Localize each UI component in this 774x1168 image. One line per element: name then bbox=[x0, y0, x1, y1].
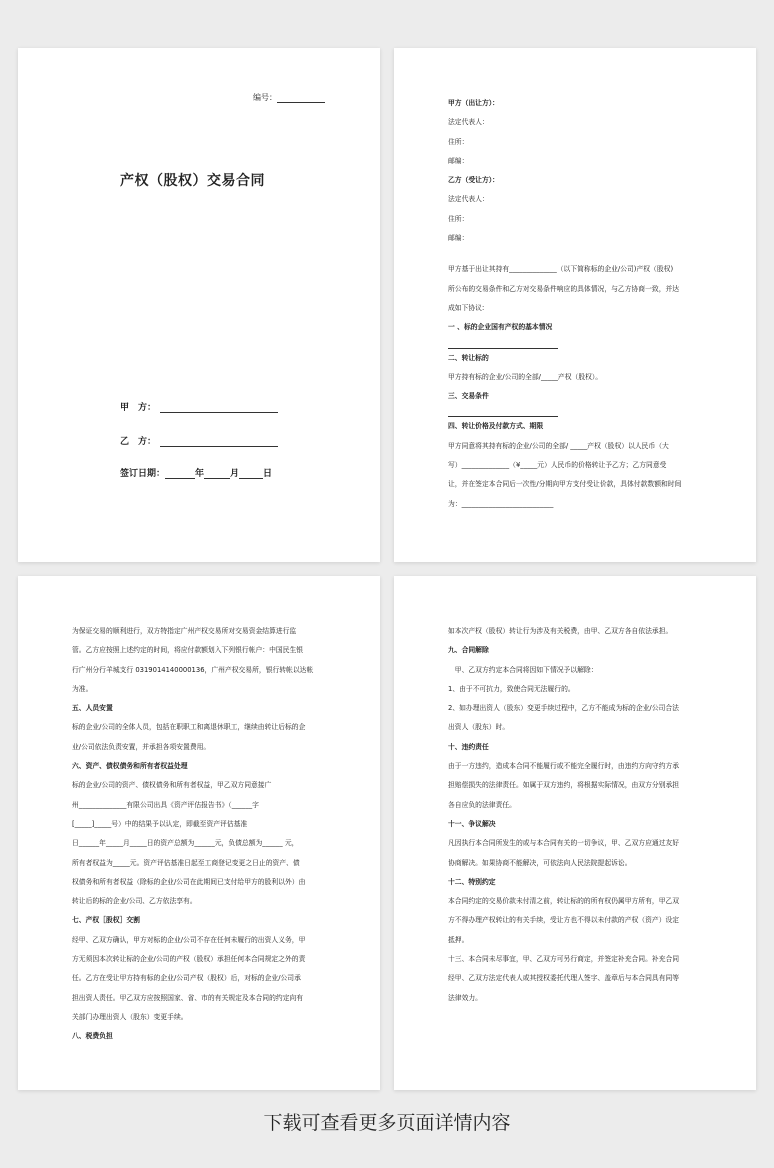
body-line: 甲方同意将其持有标的企业/公司的全部/ _____产权（股权）以人民币（大 bbox=[448, 441, 669, 450]
body-line: 各自应负的法律责任。 bbox=[448, 800, 516, 809]
page-2-body bbox=[448, 94, 706, 514]
body-line: 标的企业/公司的资产、债权债务和所有者权益，甲乙双方同意接广 bbox=[72, 781, 272, 790]
sign-date-label: 签订日期： bbox=[120, 469, 166, 479]
day-label: 日 bbox=[263, 469, 273, 479]
party-a-line bbox=[120, 400, 278, 413]
section-heading: 甲方（出让方）： bbox=[448, 99, 499, 107]
body-line: 经甲、乙双方法定代表人或其授权委托代理人签字、盖章后与本合同具有同等 bbox=[448, 974, 680, 983]
section-heading: 一 、标的企业国有产权的基本情况 bbox=[448, 323, 553, 332]
section-heading: 七、产权［股权］交割 bbox=[72, 916, 140, 925]
body-line: 担赔偿损失的法律责任。如属于双方违约，将根据实际情况，由双方分别承担 bbox=[448, 781, 680, 790]
body-line: 2、如办理出资人（股东）变更手续过程中，乙方不能成为标的企业/公司合法 bbox=[448, 704, 679, 713]
body-line: 州______________有限公司出具《资产评估报告书》（______字 bbox=[72, 800, 259, 809]
section-heading: 六、资产、债权债务和所有者权益处理 bbox=[72, 762, 188, 771]
body-line: 出资人（股东）时。 bbox=[448, 723, 510, 732]
party-b-blank bbox=[160, 436, 278, 447]
body-line: 住所： bbox=[448, 214, 469, 223]
section-heading: 十二、特别约定 bbox=[448, 877, 496, 886]
body-line: 经甲、乙双方确认，甲方对标的企业/公司不存在任何未履行的出资人义务，甲 bbox=[72, 935, 306, 944]
body-line: 标的企业/公司的全体人员，包括在职职工和离退休职工，继续由转让后标的企 bbox=[72, 723, 306, 732]
day-blank bbox=[239, 468, 263, 479]
body-line: 协商解决。如果协商不能解决，可依法向人民法院提起诉讼。 bbox=[448, 858, 632, 867]
contract-number bbox=[253, 92, 325, 103]
month-blank bbox=[204, 468, 230, 479]
body-line: 写）______________（¥_____元）人民币的价格转让予乙方；乙方同意受 bbox=[448, 461, 667, 470]
body-line: 所公布的交易条件和乙方对交易条件响应的具体情况，与乙方协商一致，并达 bbox=[448, 284, 680, 293]
body-line: 所有者权益为_____元。资产评估基准日起至工商登记变更之日止的资产、债 bbox=[72, 858, 300, 867]
body-line: 日______年_____月_____日的资产总额为______元，负债总额为______ 元， bbox=[72, 839, 299, 848]
cover-page bbox=[18, 48, 380, 562]
sign-date-line bbox=[120, 466, 272, 479]
page-3-body bbox=[72, 622, 330, 1047]
body-line: 1、由于不可抗力，致使合同无法履行的。 bbox=[448, 684, 575, 693]
party-b-label: 乙 方： bbox=[120, 437, 157, 447]
contract-page-2 bbox=[394, 48, 756, 562]
party-b-line bbox=[120, 434, 278, 447]
body-line: 业/公司依法负责安置，并承担各项安置费用。 bbox=[72, 742, 211, 751]
body-line: 甲、乙双方约定本合同将因如下情况予以解除： bbox=[448, 665, 598, 674]
body-line: 住所： bbox=[448, 137, 469, 146]
body-line: 权债务和所有者权益（除标的企业/公司在此期间已支付给甲方的股利以外）由 bbox=[72, 877, 306, 886]
contract-page-3 bbox=[18, 576, 380, 1090]
body-line: 行广州分行羊城支行 0319014140000136，广州产权交易所，银行转帐以达帐 bbox=[72, 665, 314, 674]
body-line: 转让后的标的企业/公司、乙方依法享有。 bbox=[72, 897, 197, 906]
body-line: 成如下协议: bbox=[448, 303, 485, 312]
contract-number-label: 编号： bbox=[253, 93, 277, 102]
contract-title: 产权（股权）交易合同 bbox=[120, 173, 265, 189]
body-line: 甲方持有标的企业/公司的全部/_____产权（股权）。 bbox=[448, 372, 603, 381]
section-heading: 二、转让标的 bbox=[448, 353, 489, 362]
body-line: 本合同约定的交易价款未付清之前，转让标的的所有权仍属甲方所有，甲乙双 bbox=[448, 897, 680, 906]
body-line: 管。乙方应按照上述约定的时间，将应付款额划入下列银行帐户：中国民生银 bbox=[72, 646, 304, 655]
body-line: 甲方基于出让其持有______________（以下简称标的企业/公司)产权（股权) bbox=[448, 265, 674, 274]
body-line: 为保证交易的顺利进行，双方特指定广州产权交易所对交易资金结算进行监 bbox=[72, 627, 297, 635]
year-blank bbox=[165, 468, 195, 479]
body-line: 方不得办理产权转让的有关手续，受让方也不得以未付款的产权（资产）设定 bbox=[448, 916, 680, 925]
blank-rule bbox=[448, 338, 706, 349]
body-line: 担出资人责任。甲乙双方应按照国家、省、市的有关规定及本合同的约定向有 bbox=[72, 993, 304, 1002]
section-heading: 九、合同解除 bbox=[448, 646, 489, 655]
section-heading: 十一、争议解决 bbox=[448, 819, 496, 828]
month-label: 月 bbox=[230, 469, 240, 479]
contract-page-4 bbox=[394, 576, 756, 1090]
body-line: 邮编： bbox=[448, 156, 469, 165]
spacer bbox=[448, 248, 706, 260]
blank-rule bbox=[448, 406, 706, 417]
body-line: [_____]_____号）中的结果予以认定，即截至资产评估基准 bbox=[72, 819, 248, 828]
body-line: 方无须因本次转让标的企业/公司的产权（股权）承担任何本合同规定之外的责 bbox=[72, 955, 306, 964]
contract-number-blank bbox=[277, 92, 325, 103]
body-line: 凡因执行本合同所发生的或与本合同有关的一切争议，甲、乙双方应通过友好 bbox=[448, 839, 680, 848]
underline-blank bbox=[448, 406, 558, 417]
body-line: 为：___________________________ bbox=[448, 499, 554, 508]
section-heading: 八、税费负担 bbox=[72, 1032, 113, 1041]
section-heading: 三、交易条件 bbox=[448, 392, 489, 401]
underline-blank bbox=[448, 338, 558, 349]
body-line: 让，并在签定本合同后一次性/分期向甲方支付受让价款，具体付款数额和时间 bbox=[448, 480, 682, 489]
body-line: 法律效力。 bbox=[448, 993, 482, 1002]
party-a-blank bbox=[160, 402, 278, 413]
year-label: 年 bbox=[195, 469, 205, 479]
section-heading: 十、违约责任 bbox=[448, 742, 489, 751]
footer-prompt: 下载可查看更多页面详情内容 bbox=[263, 1112, 511, 1134]
section-heading: 四、转让价格及付款方式、期限 bbox=[448, 422, 544, 431]
page-4-body bbox=[448, 622, 706, 1008]
body-line: 十三、本合同未尽事宜，甲、乙双方可另行商定，并签定补充合同。补充合同 bbox=[448, 955, 680, 964]
section-heading: 五、人员安置 bbox=[72, 704, 113, 713]
section-heading: 乙方（受让方）： bbox=[448, 176, 499, 185]
body-line: 关部门办理出资人（股东）变更手续。 bbox=[72, 1012, 188, 1021]
body-line: 邮编： bbox=[448, 234, 469, 243]
body-line: 为准。 bbox=[72, 684, 93, 693]
body-line: 抵押。 bbox=[448, 935, 469, 944]
body-line: 法定代表人： bbox=[448, 195, 489, 204]
party-a-label: 甲 方： bbox=[120, 403, 157, 413]
body-line: 任。乙方在受让甲方持有标的企业/公司产权（股权）后，对标的企业/公司承 bbox=[72, 974, 301, 983]
body-line: 由于一方违约，造成本合同不能履行或不能完全履行时，由违约方向守约方承 bbox=[448, 762, 680, 771]
body-line: 法定代表人： bbox=[448, 118, 489, 127]
body-line: 如本次产权（股权）转让行为涉及有关税费，由甲、乙双方各自依法承担。 bbox=[448, 627, 673, 635]
